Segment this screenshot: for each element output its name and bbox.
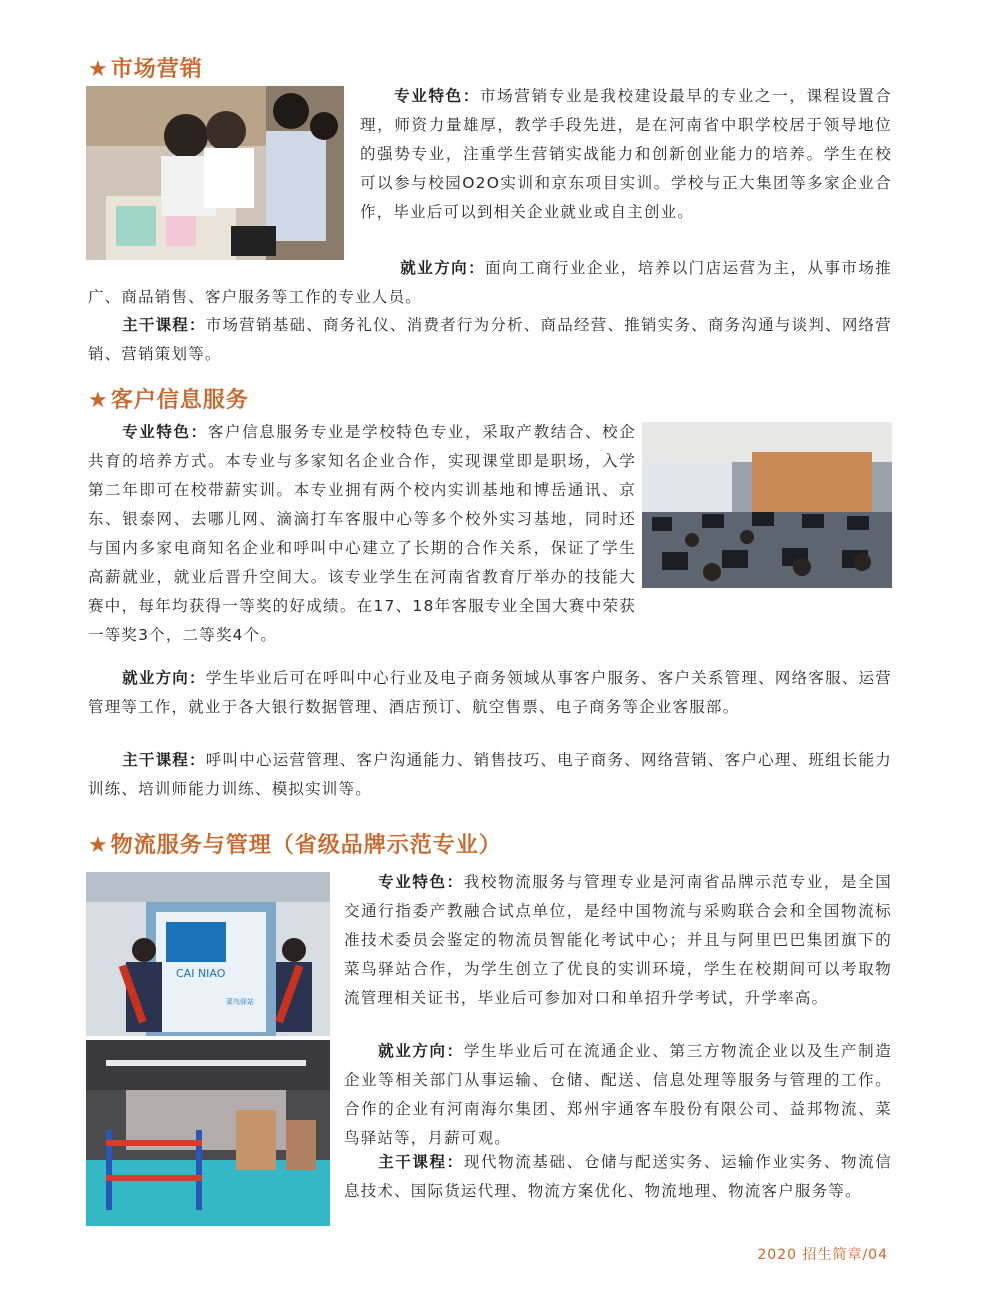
customer-service-photo <box>642 422 892 588</box>
section-title-marketing: ★市场营销 <box>88 57 203 82</box>
logistics-courses: 主干课程：现代物流基础、仓储与配送实务、运输作业实务、物流信息技术、国际货运代理、物流方案优化、物流地理、物流客户服务等。 <box>344 1153 892 1200</box>
customer-service-features: 专业特色：客户信息服务专业是学校特色专业，采取产教结合、校企共育的培养方式。本专业与多家知名企业合作，实现课堂即是职场，入学第二年即可在校带薪实训。本专业拥有两个校内实训基地和博岳通讯、京东、银泰网、去哪儿网、滴滴打车客服中心等多个校外实习基地，同时还与国内多家电商知名企业和呼叫中心建立了长期的合作关系，保证了学生高薪就业，就业后晋升空间大。该专业学生在河南省教育厅举办的技能大赛中，每年均获得一等奖的好成绩。在17、18年客服专业全国大赛中荣获一等奖3个，二等奖4个。 <box>88 423 636 644</box>
logistics-photo-warehouse <box>86 1040 330 1226</box>
marketing-photo <box>86 86 344 260</box>
logistics-features: 专业特色：我校物流服务与管理专业是河南省品牌示范专业，是全国交通行指委产教融合试点单位，是经中国物流与采购联合会和全国物流标准技术委员会鉴定的物流员智能化考试中心；并且与阿里巴巴集团旗下的菜鸟驿站合作，为学生创立了优良的实训环境，学生在校期间可以考取物流管理相关证书，毕业后可参加对口和单招升学考试，升学率高。 <box>344 873 892 1007</box>
customer-service-courses: 主干课程：呼叫中心运营管理、客户沟通能力、销售技巧、电子商务、网络营销、客户心理、班组长能力训练、培训师能力训练、模拟实训等。 <box>88 751 892 798</box>
star-icon: ★ <box>88 833 109 858</box>
logistics-employment: 就业方向：学生毕业后可在流通企业、第三方物流企业以及生产制造企业等相关部门从事运输、仓储、配送、信息处理等服务与管理的工作。合作的企业有河南海尔集团、郑州宇通客车股份有限公司、益邦物流、菜鸟驿站等，月薪可观。 <box>344 1042 892 1147</box>
section-title-logistics: ★物流服务与管理（省级品牌示范专业） <box>88 833 502 858</box>
section-title-customer-service: ★客户信息服务 <box>88 388 249 413</box>
marketing-features: 专业特色：市场营销专业是我校建设最早的专业之一，课程设置合理，师资力量雄厚，教学手段先进，是在河南省中职学校居于领导地位的强势专业，注重学生营销实战能力和创新创业能力的培养。学生在校可以参与校园O2O实训和京东项目实训。学校与正大集团等多家企业合作，毕业后可以到相关企业就业或自主创业。 <box>360 87 892 221</box>
star-icon: ★ <box>88 388 109 413</box>
marketing-employment: 就业方向：面向工商行业企业，培养以门店运营为主，从事市场推广、商品销售、客户服务等工作的专业人员。 <box>88 259 892 306</box>
logistics-photo-station <box>86 872 330 1036</box>
customer-service-employment: 就业方向：学生毕业后可在呼叫中心行业及电子商务领域从事客户服务、客户关系管理、网络客服、运营管理等工作，就业于各大银行数据管理、酒店预订、航空售票、电子商务等企业客服部。 <box>88 669 892 716</box>
station-sub-text: 菜鸟驿站 <box>226 998 254 1006</box>
star-icon: ★ <box>88 57 109 82</box>
marketing-courses: 主干课程：市场营销基础、商务礼仪、消费者行为分析、商品经营、推销实务、商务沟通与谈判、网络营销、营销策划等。 <box>88 316 892 363</box>
station-logo-text: CAI NIAO <box>176 967 226 980</box>
page-footer: 2020 招生简章/04 <box>757 1247 888 1263</box>
